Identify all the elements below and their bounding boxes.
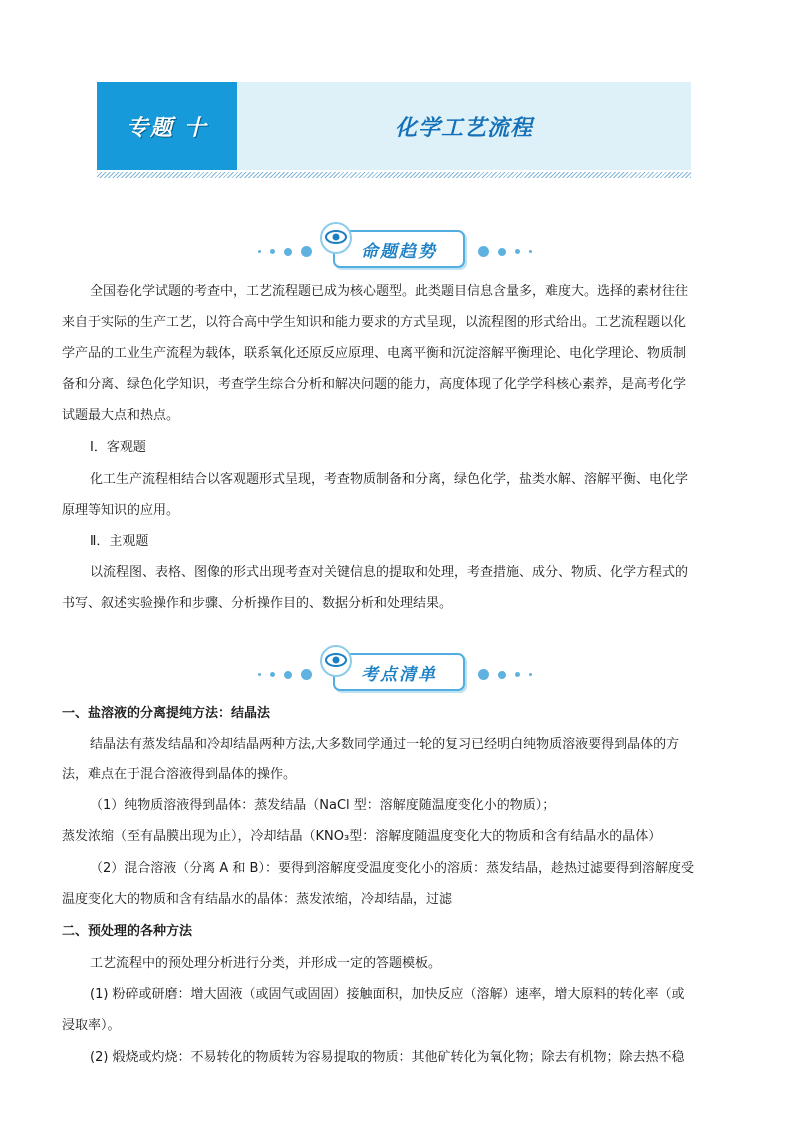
right-dots	[478, 669, 532, 680]
h1-line-3: （1）纯物质溶液得到晶体：蒸发结晶（NaCl 型：溶解度随温度变化小的物质）；	[90, 798, 556, 813]
right-dots	[478, 246, 532, 257]
section-title: 命题趋势	[361, 241, 437, 262]
heading-pretreatment: 二、预处理的各种方法	[62, 924, 193, 939]
objective-line-2: 原理等知识的应用。	[62, 503, 180, 518]
eye-icon	[320, 222, 352, 254]
trend-line-4: 备和分离、绿色化学知识，考查学生综合分析和解决问题的能力，高度体现了化学学科核心素养，是高考化学	[62, 377, 687, 392]
page-title: 化学工艺流程	[394, 114, 533, 141]
objective-line-1: 化工生产流程相结合以客观题形式呈现，考查物质制备和分离，绿色化学，盐类水解、溶解平衡、电化学	[90, 472, 689, 487]
h2-line-3: 浸取率）。	[62, 1018, 121, 1033]
section-header-trend	[0, 222, 794, 272]
section-title-box	[333, 653, 465, 691]
subjective-title: Ⅱ．主观题	[90, 534, 149, 549]
h1-line-1: 结晶法有蒸发结晶和冷却结晶两种方法,大多数同学通过一轮的复习已经明白纯物质溶液要得到晶体的方	[90, 737, 680, 752]
eye-icon	[320, 645, 352, 677]
title-banner	[97, 82, 691, 170]
h2-line-2: (1) 粉碎或研磨：增大固液（或固气或固固）接触面积，加快反应（溶解）速率，增大原料的转化率（或	[90, 987, 685, 1002]
subjective-line-1: 以流程图、表格、图像的形式出现考查对关键信息的提取和处理，考查措施、成分、物质、化学方程式的	[90, 565, 689, 580]
objective-title: Ⅰ．客观题	[90, 440, 146, 455]
topic-number-block	[97, 82, 237, 170]
trend-line-2: 来自于实际的生产工艺，以符合高中学生知识和能力要求的方式呈现，以流程图的形式给出。工艺流程题以化	[62, 315, 687, 330]
section-header-points	[0, 645, 794, 695]
left-dots	[258, 246, 312, 257]
h1-line-2: 法，难点在于混合溶液得到晶体的操作。	[62, 767, 297, 782]
topic-number-label: 专题 十	[126, 114, 208, 141]
heading-crystallization: 一、盐溶液的分离提纯方法：结晶法	[62, 706, 271, 721]
h1-line-5: （2）混合溶液（分离 A 和 B）：要得到溶解度受温度变化小的溶质：蒸发结晶，趁热过滤要得到溶解度受	[90, 861, 694, 876]
trend-line-1: 全国卷化学试题的考查中，工艺流程题已成为核心题型。此类题目信息含量多，难度大。选择的素材往往	[90, 284, 689, 299]
banner-hatch-divider	[97, 172, 691, 178]
section-title-box	[333, 230, 465, 268]
section-title: 考点清单	[361, 664, 437, 685]
trend-line-3: 学产品的工业生产流程为载体，联系氧化还原反应原理、电离平衡和沉淀溶解平衡理论、电化学理论、物质制	[62, 346, 687, 361]
h2-line-4: (2) 煅烧或灼烧：不易转化的物质转为容易提取的物质：其他矿转化为氧化物；除去有机物；除去热不稳	[90, 1050, 685, 1065]
left-dots	[258, 669, 312, 680]
subjective-line-2: 书写、叙述实验操作和步骤、分析操作目的、数据分析和处理结果。	[62, 596, 453, 611]
trend-line-5: 试题最大点和热点。	[62, 408, 180, 423]
h1-line-4: 蒸发浓缩（至有晶膜出现为止），冷却结晶（KNO₃型：溶解度随温度变化大的物质和含有结晶水的晶体）	[62, 829, 662, 844]
h2-line-1: 工艺流程中的预处理分析进行分类，并形成一定的答题模板。	[90, 956, 442, 971]
h1-line-6: 温度变化大的物质和含有结晶水的晶体：蒸发浓缩，冷却结晶，过滤	[62, 892, 453, 907]
